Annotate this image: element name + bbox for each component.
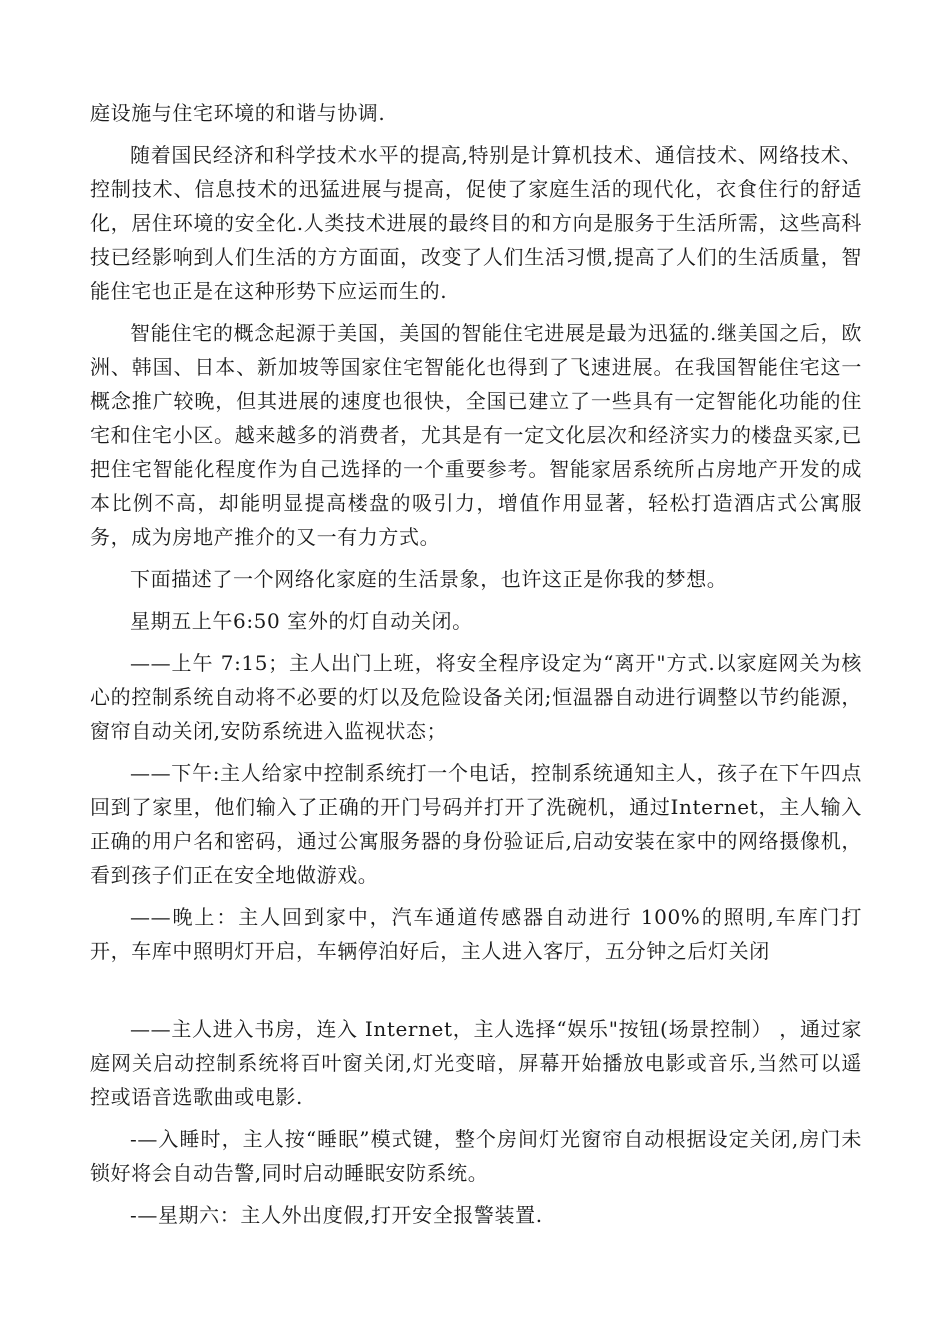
paragraph-technology-development: 随着国民经济和科学技术水平的提高,特别是计算机技术、通信技术、网络技术、控制技术、信息技术的迅猛进展与提高，促使了家庭生活的现代化，衣食住行的舒适化，居住环境的安全化.人类技术进展的最终目的和方向是服务于生活所需，这些高科技已经影响到人们生活的方方面面，改变了人们生活习惯,提高了人们的生活质量，智能住宅也正是在这种形势下应运而生的. bbox=[90, 143, 862, 303]
paragraph-afternoon: ——下午:主人给家中控制系统打一个电话，控制系统通知主人，孩子在下午四点回到了家里，他们输入了正确的开门号码并打开了洗碗机，通过Internet，主人输入正确的用户名和密码，通过公寓服务器的身份验证后,启动安装在家中的网络摄像机，看到孩子们正在安全地做游戏。 bbox=[90, 761, 862, 887]
paragraph-evening: ——晚上：主人回到家中，汽车通道传感器自动进行 100%的照明,车库门打开，车库中照明灯开启，车辆停泊好后，主人进入客厅，五分钟之后灯关闭 bbox=[90, 905, 862, 963]
paragraph-bedtime: -—入睡时，主人按“睡眠”模式键，整个房间灯光窗帘自动根据设定关闭,房门未锁好将会自动告警,同时启动睡眠安防系统。 bbox=[90, 1127, 862, 1185]
paragraph-smart-home-origin: 智能住宅的概念起源于美国，美国的智能住宅进展是最为迅猛的.继美国之后，欧洲、韩国、日本、新加坡等国家住宅智能化也得到了飞速进展。在我国智能住宅这一概念推广较晚，但其进展的速度也很快，全国已建立了一些具有一定智能化功能的住宅和住宅小区。越来越多的消费者，尤其是有一定文化层次和经济实力的楼盘买家,已把住宅智能化程度作为自己选择的一个重要参考。智能家居系统所占房地产开发的成本比例不高，却能明显提高楼盘的吸引力，增值作用显著，轻松打造酒店式公寓服务，成为房地产推介的又一有力方式。 bbox=[90, 321, 862, 549]
paragraph-saturday: -—星期六：主人外出度假,打开安全报警装置. bbox=[130, 1203, 543, 1227]
paragraph-morning-departure: ——上午 7:15；主人出门上班，将安全程序设定为“离开"方式.以家庭网关为核心的控制系统自动将不必要的灯以及危险设备关闭;恒温器自动进行调整以节约能源，窗帘自动关闭,安防系统进入监视状态； bbox=[90, 651, 862, 743]
paragraph-friday-morning: 星期五上午6:50 室外的灯自动关闭。 bbox=[130, 609, 473, 633]
paragraph-scenario-intro: 下面描述了一个网络化家庭的生活景象，也许这正是你我的梦想。 bbox=[130, 567, 728, 591]
document-page bbox=[90, 96, 862, 1232]
paragraph-continuation: 庭设施与住宅环境的和谐与协调. bbox=[90, 101, 386, 125]
paragraph-study-room: ——主人进入书房，连入 Internet，主人选择“娱乐"按钮(场景控制） ，通过家庭网关启动控制系统将百叶窗关闭,灯光变暗，屏幕开始播放电影或音乐,当然可以遥控或语音选歌曲或电影. bbox=[90, 1017, 862, 1109]
